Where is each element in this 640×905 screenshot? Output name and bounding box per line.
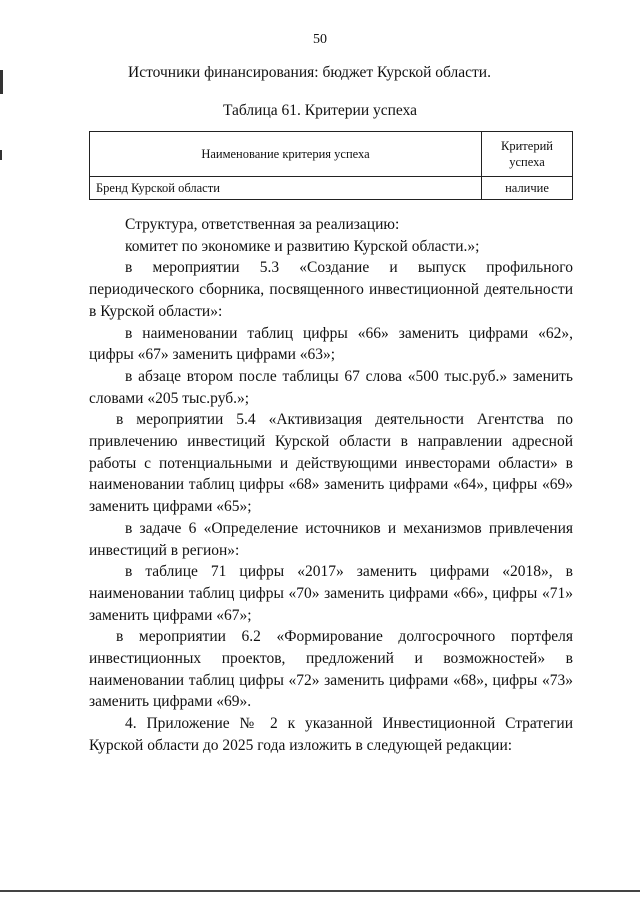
document-body: [89, 214, 573, 757]
table-row: [90, 177, 573, 200]
scan-edge-mark: [0, 70, 3, 94]
page-number: 50: [313, 32, 327, 47]
table-cell: наличие: [482, 177, 573, 200]
success-criteria-table: [89, 131, 573, 200]
table-header-row: [90, 132, 573, 177]
paragraph: в наименовании таблиц цифры «66» заменить цифрами «62», цифры «67» заменить цифрами «63»;: [89, 324, 573, 364]
table-caption: Таблица 61. Критерии успеха: [222, 102, 418, 119]
paragraph: в мероприятии 5.3 «Создание и выпуск профильного периодического сборника, посвященного инвестиционной деятельности в Курской области»:: [89, 259, 573, 320]
paragraph: Структура, ответственная за реализацию:: [125, 216, 400, 233]
paragraph: комитет по экономике и развитию Курской области.»;: [125, 237, 480, 255]
table-header-cell: Наименование критерия успеха: [90, 132, 482, 177]
table-header-cell: Критерий успеха: [482, 132, 573, 177]
funding-source-line: Источники финансирования: бюджет Курской области.: [128, 64, 491, 81]
paragraph: 4. Приложение № 2 к указанной Инвестиционной Стратегии Курской области до 2025 года изложить в следующей редакции:: [89, 715, 573, 754]
paragraph: в задаче 6 «Определение источников и механизмов привлечения инвестиций в регион»:: [89, 519, 573, 559]
scan-edge-mark: [0, 150, 2, 160]
table-cell: Бренд Курской области: [90, 177, 482, 200]
paragraph: в абзаце втором после таблицы 67 слова «500 тыс.руб.» заменить словами «205 тыс.руб.»;: [89, 367, 573, 407]
paragraph: в таблице 71 цифры «2017» заменить цифрами «2018», в наименовании таблиц цифры «70» заменить цифрами «66», цифры «71» заменить цифрами «67»;: [89, 563, 573, 624]
paragraph: в мероприятии 5.4 «Активизация деятельности Агентства по привлечению инвестиций Курской области в направлении адресной работы с потенциальными и действующими инвесторами области» в наименовании таблиц цифры «68» заменить цифрами «64», цифры «69» заменить цифрами «65»;: [89, 411, 573, 516]
paragraph: в мероприятии 6.2 «Формирование долгосрочного портфеля инвестиционных проектов, предложений и возможностей» в наименовании таблиц цифры «72» заменить цифрами «68», цифры «73» заменить цифрами «69».: [89, 628, 573, 711]
scan-bottom-edge: [0, 890, 640, 892]
